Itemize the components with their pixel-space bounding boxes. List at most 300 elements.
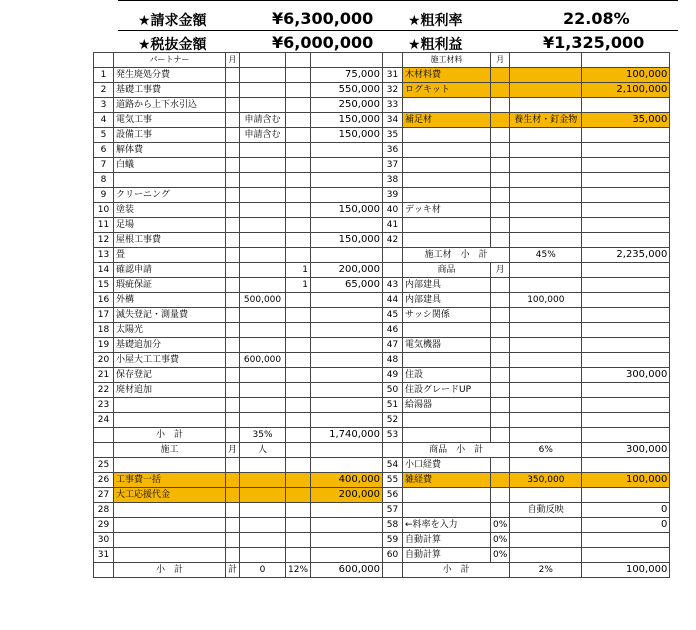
row-number: 25: [94, 458, 114, 473]
item-amount: [311, 353, 383, 368]
qty-cell: [286, 533, 311, 548]
products-header-blank: [383, 263, 403, 278]
table-row: [94, 443, 670, 458]
row-number: 57: [383, 503, 403, 518]
top-border: [118, 0, 678, 1]
expenses-subtotal-rate: 2%: [510, 563, 582, 578]
item-amount: [582, 233, 670, 248]
item-note: [240, 83, 286, 98]
row-number: 34: [383, 113, 403, 128]
row-number: 3: [94, 98, 114, 113]
month-cell: [491, 218, 510, 233]
row-number: 60: [383, 548, 403, 563]
row-number: 31: [94, 548, 114, 563]
products-header-blank: [582, 263, 670, 278]
row-number: 11: [94, 218, 114, 233]
row-number: 59: [383, 533, 403, 548]
item-amount: 200,000: [311, 488, 383, 503]
row-number: 56: [383, 488, 403, 503]
month-cell: [226, 203, 240, 218]
item-name: 外構: [114, 293, 226, 308]
item-name: 自動計算: [403, 548, 491, 563]
materials-header-month: 月: [491, 53, 510, 68]
row-number: 22: [94, 383, 114, 398]
subtotal-blank: [383, 443, 403, 458]
item-note: 600,000: [240, 353, 286, 368]
row-number: 42: [383, 233, 403, 248]
table-row: [94, 128, 670, 143]
rate-cell: 0%: [491, 548, 510, 563]
month-cell: [226, 413, 240, 428]
item-amount: 0: [582, 503, 670, 518]
item-note: [240, 233, 286, 248]
item-note: 養生材・釘金物: [510, 113, 582, 128]
gross-profit-label: ★粗利益: [408, 37, 463, 53]
item-amount: 400,000: [311, 473, 383, 488]
item-qty: [286, 218, 311, 233]
row-number: 21: [94, 368, 114, 383]
item-amount: [311, 458, 383, 473]
item-name: 足場: [114, 218, 226, 233]
rate-cell: 0%: [491, 533, 510, 548]
item-name: 解体費: [114, 143, 226, 158]
item-amount: [311, 158, 383, 173]
item-qty: [286, 353, 311, 368]
item-note: [510, 383, 582, 398]
item-amount: 300,000: [582, 368, 670, 383]
item-name: 工事費一括: [114, 473, 226, 488]
construction-header-month: 月: [226, 443, 240, 458]
person-cell: [240, 548, 286, 563]
item-name: 設備工事: [114, 128, 226, 143]
item-qty: [286, 413, 311, 428]
item-qty: [286, 173, 311, 188]
item-name: デッキ材: [403, 203, 491, 218]
partner-subtotal-rate: 35%: [240, 428, 286, 443]
item-name: 基礎追加分: [114, 338, 226, 353]
month-cell: [226, 143, 240, 158]
item-note: [510, 323, 582, 338]
item-note: [510, 488, 582, 503]
row-number: 19: [94, 338, 114, 353]
month-cell: [491, 323, 510, 338]
item-qty: [286, 293, 311, 308]
month-cell: [491, 278, 510, 293]
partner-header-note: [240, 53, 286, 68]
item-note: [510, 128, 582, 143]
month-cell: [226, 113, 240, 128]
item-name: 白蟻: [114, 158, 226, 173]
item-note: 申請含む: [240, 113, 286, 128]
item-amount: [311, 548, 383, 563]
table-row: [94, 188, 670, 203]
month-cell: [226, 353, 240, 368]
item-qty: [286, 143, 311, 158]
item-qty: [286, 398, 311, 413]
table-row: [94, 368, 670, 383]
row-number: 32: [383, 83, 403, 98]
item-amount: [582, 293, 670, 308]
row-number: 46: [383, 323, 403, 338]
item-note: [510, 83, 582, 98]
rate-cell: [491, 503, 510, 518]
construction-subtotal-label: 小 計: [114, 563, 226, 578]
item-name: 基礎工事費: [114, 83, 226, 98]
month-cell: [226, 248, 240, 263]
person-cell: [240, 518, 286, 533]
partner-subtotal-amount: 1,740,000: [311, 428, 383, 443]
person-cell: [240, 503, 286, 518]
item-name: [403, 353, 491, 368]
month-cell: [226, 293, 240, 308]
construction-subtotal-amount: 600,000: [311, 563, 383, 578]
item-name: 内部建具: [403, 278, 491, 293]
item-name: 瑕疵保証: [114, 278, 226, 293]
item-amount: [311, 413, 383, 428]
month-cell: [226, 548, 240, 563]
person-cell: [240, 533, 286, 548]
row-number: 5: [94, 128, 114, 143]
row-number: 52: [383, 413, 403, 428]
item-amount: [582, 488, 670, 503]
subtotal-blank: [94, 428, 114, 443]
item-qty: [286, 128, 311, 143]
item-name: [403, 503, 491, 518]
item-amount: [582, 338, 670, 353]
item-amount: 75,000: [311, 68, 383, 83]
item-note: [240, 338, 286, 353]
qty-cell: [286, 473, 311, 488]
person-cell: [240, 488, 286, 503]
item-name: [403, 173, 491, 188]
item-amount: [311, 308, 383, 323]
item-name: 小口経費: [403, 458, 491, 473]
row-number: 45: [383, 308, 403, 323]
row-number: 26: [94, 473, 114, 488]
qty-cell: [286, 548, 311, 563]
item-name: [403, 488, 491, 503]
item-name: [403, 188, 491, 203]
item-name: [403, 128, 491, 143]
table-row: [94, 383, 670, 398]
month-cell: [226, 383, 240, 398]
item-note: [510, 338, 582, 353]
table-row: [94, 98, 670, 113]
month-cell: [226, 98, 240, 113]
row-number: 6: [94, 143, 114, 158]
subtotal-blank: [226, 428, 240, 443]
month-cell: [491, 293, 510, 308]
partner-header-name: パートナー: [114, 53, 226, 68]
item-name: [403, 218, 491, 233]
table-row: [94, 458, 670, 473]
month-cell: [226, 233, 240, 248]
month-cell: [226, 503, 240, 518]
month-cell: [226, 68, 240, 83]
row-number: 49: [383, 368, 403, 383]
item-amount: [582, 533, 670, 548]
item-note: 申請含む: [240, 128, 286, 143]
row-number: 38: [383, 173, 403, 188]
item-name: 内部建具: [403, 293, 491, 308]
table-row: [94, 83, 670, 98]
row-number: 35: [383, 128, 403, 143]
item-name: 雑経費: [403, 473, 491, 488]
rate-cell: [491, 473, 510, 488]
item-note: [240, 98, 286, 113]
item-name: 畳: [114, 248, 226, 263]
item-amount: [582, 383, 670, 398]
table-row: [94, 323, 670, 338]
qty-cell: [286, 488, 311, 503]
construction-header-blank: [286, 443, 311, 458]
row-number: 30: [94, 533, 114, 548]
item-qty: [286, 383, 311, 398]
table-row: [94, 428, 670, 443]
item-amount: [311, 173, 383, 188]
item-note: [510, 143, 582, 158]
row-number: 18: [94, 323, 114, 338]
month-cell: [226, 158, 240, 173]
row-number: 9: [94, 188, 114, 203]
item-name: 発生廃処分費: [114, 68, 226, 83]
table-row: [94, 293, 670, 308]
construction-header-blank: [311, 443, 383, 458]
item-note: [510, 548, 582, 563]
row-number: 54: [383, 458, 403, 473]
item-amount: [311, 368, 383, 383]
row-number: 28: [94, 503, 114, 518]
item-amount: 65,000: [311, 278, 383, 293]
construction-subtotal-kei: 計: [226, 563, 240, 578]
table-row: [94, 398, 670, 413]
item-amount: [311, 323, 383, 338]
item-amount: [582, 428, 670, 443]
month-cell: [491, 398, 510, 413]
month-cell: [491, 203, 510, 218]
row-number: 4: [94, 113, 114, 128]
row-number: 15: [94, 278, 114, 293]
item-note: [510, 98, 582, 113]
table-row: [94, 473, 670, 488]
item-note: 100,000: [510, 293, 582, 308]
materials-subtotal-label: 施工材 小 計: [403, 248, 510, 263]
row-number: 31: [383, 68, 403, 83]
month-cell: [226, 518, 240, 533]
partner-header-month: 月: [226, 53, 240, 68]
row-number: 16: [94, 293, 114, 308]
item-name: [403, 323, 491, 338]
item-amount: [582, 458, 670, 473]
month-cell: [491, 83, 510, 98]
item-note: [510, 233, 582, 248]
item-amount: 100,000: [582, 473, 670, 488]
item-note: [510, 428, 582, 443]
table-row: [94, 68, 670, 83]
month-cell: [226, 368, 240, 383]
row-number: 47: [383, 338, 403, 353]
month-cell: [226, 188, 240, 203]
item-note: [510, 458, 582, 473]
item-name: 木材料費: [403, 68, 491, 83]
item-amount: [311, 518, 383, 533]
item-note: [510, 188, 582, 203]
row-number: 53: [383, 428, 403, 443]
month-cell: [491, 113, 510, 128]
item-name: 電気工事: [114, 113, 226, 128]
month-cell: [226, 323, 240, 338]
item-amount: [582, 173, 670, 188]
item-amount: [311, 533, 383, 548]
item-amount: [582, 143, 670, 158]
item-name: ←料率を入力: [403, 518, 491, 533]
month-cell: [491, 128, 510, 143]
item-note: [240, 218, 286, 233]
item-amount: [582, 548, 670, 563]
materials-subtotal-amount: 2,235,000: [582, 248, 670, 263]
row-number: 7: [94, 158, 114, 173]
row-number: 33: [383, 98, 403, 113]
item-note: [240, 188, 286, 203]
item-name: 大工応援代金: [114, 488, 226, 503]
item-amount: 150,000: [311, 128, 383, 143]
month-cell: [226, 473, 240, 488]
month-cell: [491, 368, 510, 383]
month-cell: [226, 398, 240, 413]
month-cell: [491, 338, 510, 353]
qty-cell: [286, 518, 311, 533]
month-cell: [226, 488, 240, 503]
subtotal-blank: [286, 428, 311, 443]
table-row: [94, 53, 670, 68]
item-name: [403, 143, 491, 158]
month-cell: [491, 428, 510, 443]
item-qty: [286, 368, 311, 383]
item-note: [240, 158, 286, 173]
item-amount: [582, 218, 670, 233]
row-number: 39: [383, 188, 403, 203]
month-cell: [491, 308, 510, 323]
item-amount: 35,000: [582, 113, 670, 128]
rate-cell: [491, 458, 510, 473]
item-name: サッシ関係: [403, 308, 491, 323]
table-row: [94, 338, 670, 353]
item-name: ログキット: [403, 83, 491, 98]
month-cell: [491, 188, 510, 203]
item-amount: [582, 308, 670, 323]
item-name: 住設グレードUP: [403, 383, 491, 398]
item-amount: [311, 218, 383, 233]
row-number: 55: [383, 473, 403, 488]
item-amount: [582, 323, 670, 338]
row-number: 1: [94, 68, 114, 83]
partner-subtotal-label: 小 計: [114, 428, 226, 443]
products-subtotal-amount: 300,000: [582, 443, 670, 458]
item-name: [114, 458, 226, 473]
month-cell: [226, 83, 240, 98]
month-cell: [226, 263, 240, 278]
item-note: [240, 323, 286, 338]
table-row: [94, 488, 670, 503]
row-number: 10: [94, 203, 114, 218]
products-header-name: 商品: [403, 263, 491, 278]
item-note: [510, 533, 582, 548]
item-name: [403, 233, 491, 248]
partner-header-qty: [286, 53, 311, 68]
table-row: [94, 113, 670, 128]
item-name: [114, 398, 226, 413]
item-note: [240, 308, 286, 323]
item-qty: [286, 68, 311, 83]
item-name: 保存登記: [114, 368, 226, 383]
table-row: [94, 413, 670, 428]
row-number: 44: [383, 293, 403, 308]
table-row: [94, 563, 670, 578]
item-qty: [286, 233, 311, 248]
item-name: [403, 413, 491, 428]
item-note: [240, 263, 286, 278]
item-note: [240, 398, 286, 413]
construction-subtotal-rate: 12%: [286, 563, 311, 578]
row-number: 36: [383, 143, 403, 158]
item-qty: [286, 158, 311, 173]
billing-label: ★請求金額: [138, 13, 207, 29]
item-note: [510, 158, 582, 173]
month-cell: [226, 533, 240, 548]
month-cell: [491, 233, 510, 248]
table-row: [94, 503, 670, 518]
row-number: 14: [94, 263, 114, 278]
table-row: [94, 263, 670, 278]
person-cell: [240, 458, 286, 473]
row-number: 41: [383, 218, 403, 233]
products-subtotal-label: 商品 小 計: [403, 443, 510, 458]
materials-header-no: [383, 53, 403, 68]
item-qty: [286, 188, 311, 203]
item-note: [240, 203, 286, 218]
item-amount: [582, 398, 670, 413]
item-name: クリーニング: [114, 188, 226, 203]
item-amount: [311, 398, 383, 413]
item-amount: [582, 278, 670, 293]
row-number: 23: [94, 398, 114, 413]
person-cell: [240, 473, 286, 488]
gross-rate-label: ★粗利率: [408, 13, 463, 29]
item-name: 自動計算: [403, 533, 491, 548]
item-note: [510, 398, 582, 413]
month-cell: [491, 68, 510, 83]
item-note: [240, 248, 286, 263]
item-note: [240, 413, 286, 428]
item-amount: 150,000: [311, 203, 383, 218]
item-qty: [286, 338, 311, 353]
subtotal-blank: [94, 563, 114, 578]
item-name: [403, 158, 491, 173]
partner-header-no: [94, 53, 114, 68]
row-number: 29: [94, 518, 114, 533]
row-number: 8: [94, 173, 114, 188]
table-row: [94, 353, 670, 368]
row-number: 58: [383, 518, 403, 533]
item-qty: [286, 308, 311, 323]
materials-subtotal-rate: 45%: [510, 248, 582, 263]
item-note: 350,000: [510, 473, 582, 488]
item-name: [114, 413, 226, 428]
item-name: 太陽光: [114, 323, 226, 338]
table-row: [94, 203, 670, 218]
item-note: [240, 278, 286, 293]
table-row: [94, 173, 670, 188]
